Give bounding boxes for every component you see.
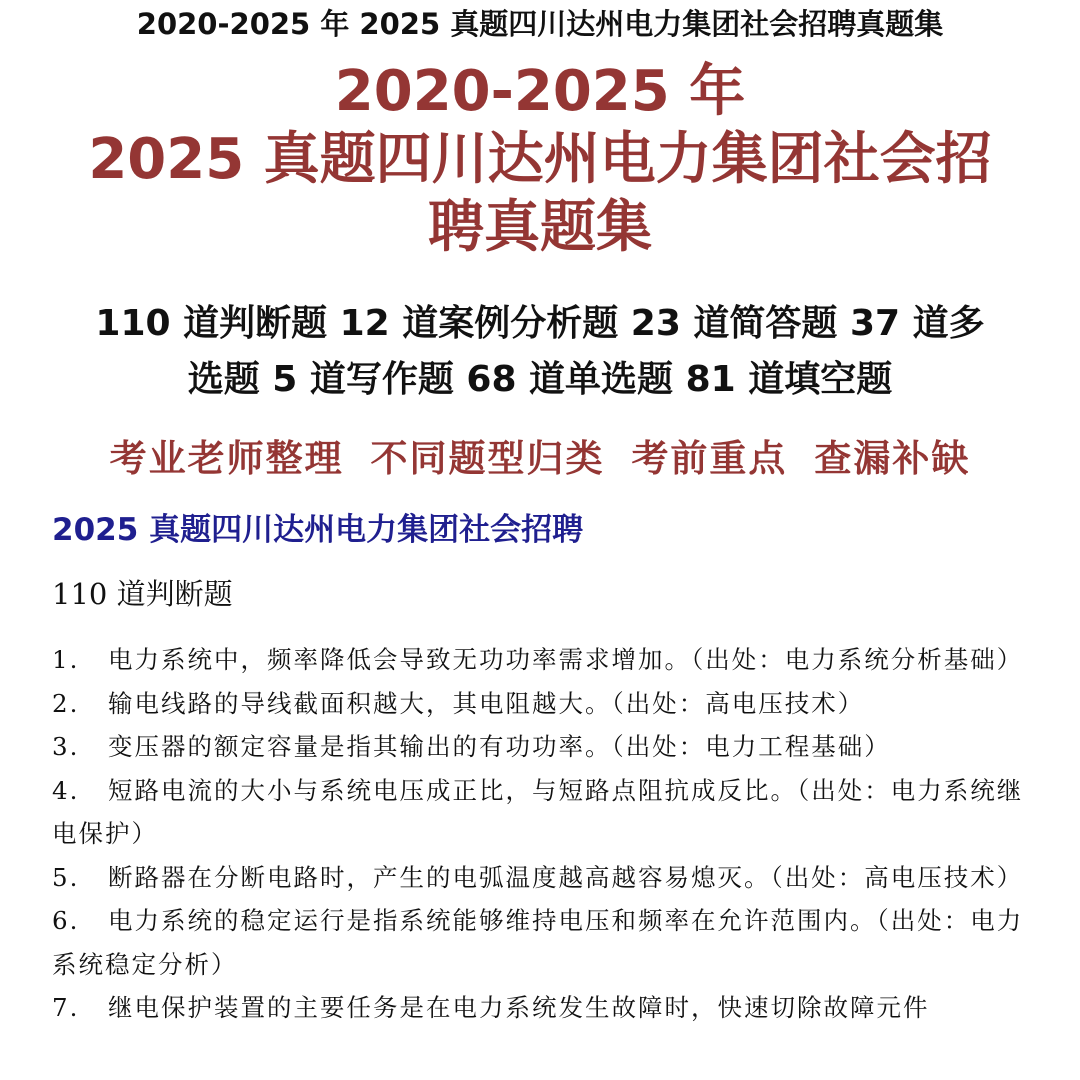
summary-line-2: 选题 5 道写作题 68 道单选题 81 道填空题 [187,359,893,400]
tagline-item: 考业老师整理 [109,436,344,480]
question-item [52,682,1042,726]
question-text: 继电保护装置的主要任务是在电力系统发生故障时，快速切除故障元件 [108,993,930,1022]
question-text: 短路电流的大小与系统电压成正比，与短路点阻抗成反比。（出处：电力系统继电保护） [52,775,1024,848]
question-item [52,725,1042,769]
main-title-line-1: 2020-2025 年 [334,59,746,124]
question-item [52,856,1042,900]
question-item [52,986,1042,1030]
question-number: 5. [52,862,80,892]
question-text: 输电线路的导线截面积越大，其电阻越大。（出处：高电压技术） [108,688,865,718]
question-text: 电力系统的稳定运行是指系统能够维持电压和频率在允许范围内。（出处：电力系统稳定分析） [52,906,1024,979]
question-list [52,638,1042,1030]
subsection-heading: 110 道判断题 [52,577,233,611]
question-text: 变压器的额定容量是指其输出的有功功率。（出处：电力工程基础） [108,732,891,761]
section-heading: 2025 真题四川达州电力集团社会招聘 [52,512,584,548]
question-number: 3. [52,732,80,761]
main-title-line-2: 2025 真题四川达州电力集团社会招 [88,127,992,192]
question-number: 4. [52,775,80,805]
question-number: 1. [52,645,80,674]
tagline-item: 查漏补缺 [814,436,971,480]
main-title-line-3: 聘真题集 [428,195,652,260]
main-title [0,58,1080,262]
question-item [52,769,1042,856]
question-number: 2. [52,688,80,718]
question-text: 电力系统中，频率降低会导致无功功率需求增加。（出处：电力系统分析基础） [108,645,1024,674]
tagline-item: 考前重点 [631,436,788,480]
question-item [52,638,1042,682]
summary-line-1: 110 道判断题 12 道案例分析题 23 道简答题 37 道多 [95,303,985,344]
page-header-title: 2020-2025 年 2025 真题四川达州电力集团社会招聘真题集 [136,7,944,41]
tagline-item: 不同题型归类 [370,436,605,480]
question-type-summary [20,296,1060,408]
question-number: 6. [52,906,80,935]
question-item [52,899,1042,986]
question-text: 断路器在分断电路时，产生的电弧温度越高越容易熄灭。（出处：高电压技术） [108,862,1024,892]
tagline [0,430,1080,486]
question-number: 7. [52,993,80,1022]
